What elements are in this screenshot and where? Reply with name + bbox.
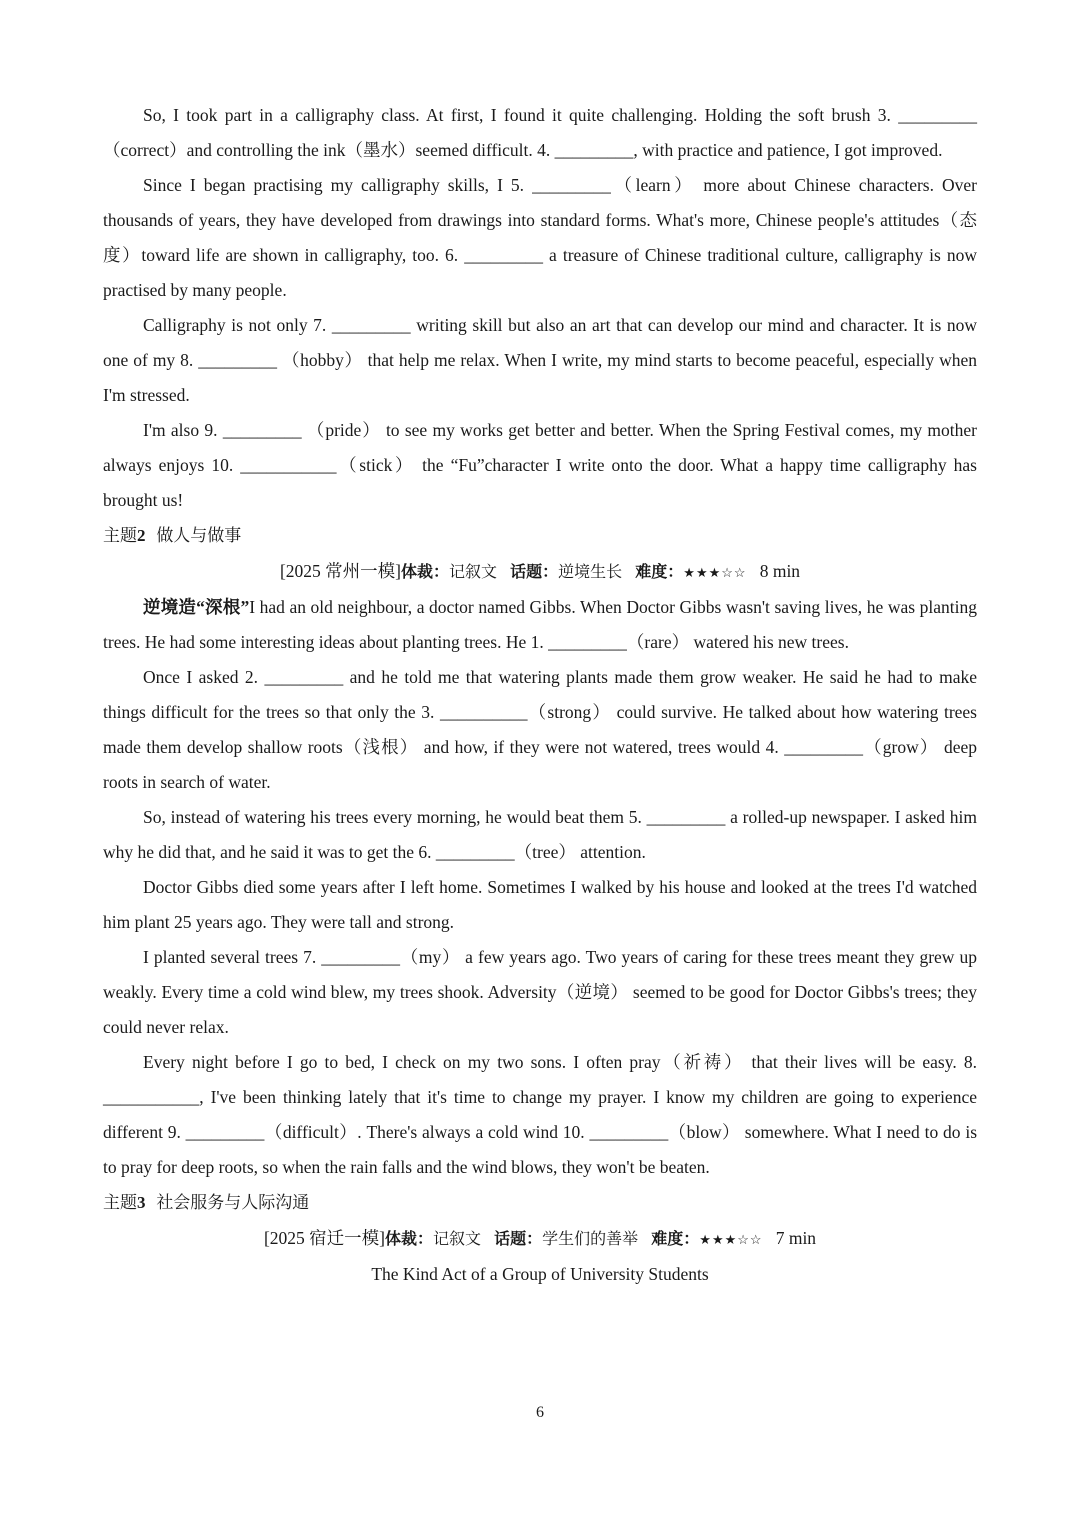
topic-2-number: 2 [137, 526, 146, 545]
topic-3-number: 3 [137, 1193, 146, 1212]
paragraph-b1-text: I had an old neighbour, a doctor named Gibbs. When Doctor Gibbs wasn't saving lives, he was planting trees. He had some interesting ideas about planting trees. He 1. _________（rare） watered his new trees. [103, 597, 977, 652]
topic-2-title: 做人与做事 [156, 526, 242, 546]
topic-3-time: 7 min [775, 1228, 817, 1248]
topic-3-meta [103, 1221, 977, 1257]
topic-2-difficulty-label: 难度： [635, 562, 684, 581]
topic-2-topic: 逆境生长 [558, 562, 623, 581]
paragraph-b5: I planted several trees 7. _________（my） a few years ago. Two years of caring for these trees meant they grew up weakly. Every time a cold wind blew, my trees shook. Adversity（逆境） seemed to be good for Doctor Gibbs's trees; they could never relax. [103, 947, 977, 1037]
paragraph-b6: Every night before I go to bed, I check on my two sons. I often pray（祈祷） that their lives will be easy. 8. ___________, I've been thinking lately that it's time to change my prayer. I know my children are going to experience different 9. _________（difficult）. There's always a cold wind 10. _________（blow） somewhere. What I need to do is to pray for deep roots, so when the rain falls and the wind blows, they won't be beaten. [103, 1052, 977, 1177]
topic-3-source: [2025 宿迁一模] [263, 1228, 385, 1248]
topic-2-prefix: 主题 [103, 526, 137, 546]
paragraph-a3: Calligraphy is not only 7. _________ writing skill but also an art that can develop our mind and character. It is now one of my 8. _________ （hobby） that help me relax. When I write, my mind starts to become peaceful, especially when I'm stressed. [103, 315, 977, 405]
passage-title: The Kind Act of a Group of University Students [371, 1264, 709, 1284]
topic-3-prefix: 主题 [103, 1193, 137, 1213]
paragraph-a1: So, I took part in a calligraphy class. At first, I found it quite challenging. Holding the soft brush 3. _________（correct）and controlling the ink（墨水）seemed difficult. 4. _________, with practice and patience, I got improved. [103, 105, 977, 160]
topic-2-lead: 逆境造“深根” [143, 597, 250, 617]
topic-2-genre-label: 体裁： [400, 562, 449, 581]
topic-2-meta [103, 554, 977, 590]
paragraph-b1 [103, 590, 977, 660]
topic-2-source: [2025 常州一模] [279, 561, 401, 581]
topic-3-difficulty-label: 难度： [651, 1229, 700, 1248]
paragraph-b3: So, instead of watering his trees every morning, he would beat them 5. _________ a rolled-up newspaper. I asked him why he did that, and he said it was to get the 6. _________（tree） attention. [103, 807, 977, 862]
topic-2-topic-label: 话题： [510, 562, 559, 581]
topic-2-genre: 记叙文 [448, 562, 497, 581]
topic-2-heading [103, 518, 977, 554]
difficulty-stars-icon: ★★★☆☆ [699, 1232, 763, 1247]
difficulty-stars-icon: ★★★☆☆ [683, 565, 747, 580]
paragraph-b2: Once I asked 2. _________ and he told me that watering plants made them grow weaker. He said he had to make things difficult for the trees so that only the 3. __________（strong） could survive. He talked about how watering trees made them develop shallow roots（浅根） and how, if they were not watered, trees would 4. _________（grow） deep roots in search of water. [103, 667, 977, 792]
page-content [103, 98, 977, 1292]
topic-3-topic-label: 话题： [494, 1229, 543, 1248]
page-number: 6 [536, 1404, 544, 1421]
topic-3-topic: 学生们的善举 [542, 1229, 639, 1248]
topic-3-heading [103, 1185, 977, 1221]
paragraph-a2: Since I began practising my calligraphy skills, I 5. _________（learn） more about Chinese characters. Over thousands of years, they have developed from drawings into standard forms. What's more, Chinese people's attitudes（态度）toward life are shown in calligraphy, too. 6. _________ a treasure of Chinese traditional culture, calligraphy is now practised by many people. [103, 175, 977, 300]
topic-3-genre: 记叙文 [432, 1229, 481, 1248]
paragraph-b4: Doctor Gibbs died some years after I left home. Sometimes I walked by his house and looked at the trees I'd watched him plant 25 years ago. They were tall and strong. [103, 877, 977, 932]
paragraph-a4: I'm also 9. _________ （pride） to see my works get better and better. When the Spring Festival comes, my mother always enjoys 10. ___________（stick） the “Fu”character I write onto the door. What a happy time calligraphy has brought us! [103, 420, 977, 510]
topic-3-title: 社会服务与人际沟通 [156, 1193, 310, 1213]
topic-3-genre-label: 体裁： [384, 1229, 433, 1248]
topic-2-time: 8 min [759, 561, 801, 581]
